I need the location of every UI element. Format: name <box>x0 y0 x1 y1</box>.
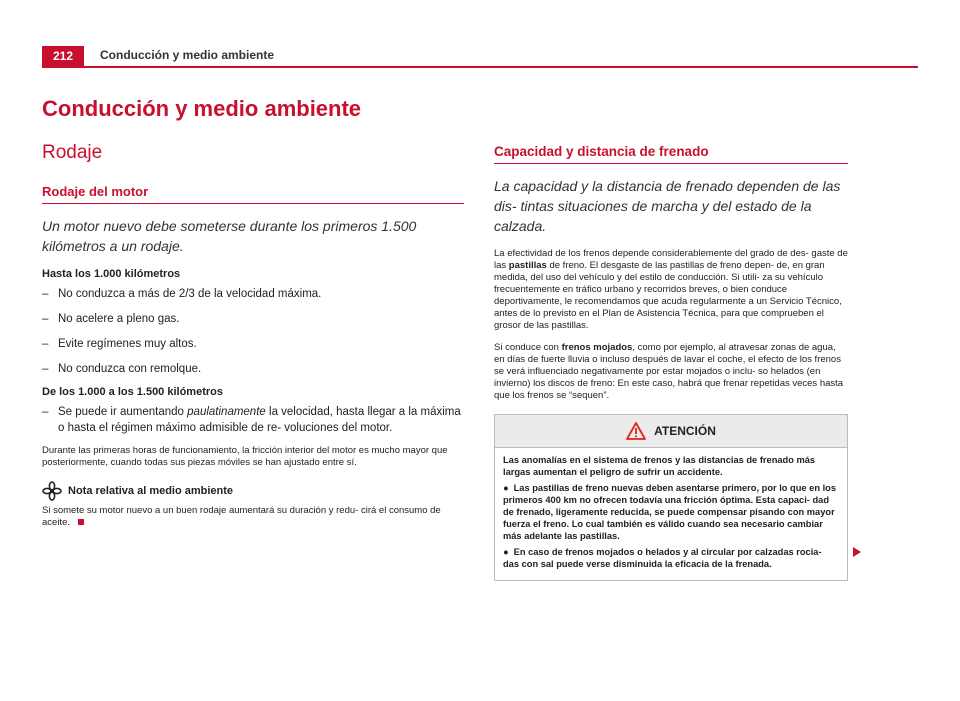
list-item: ● Las pastillas de freno nuevas deben asentarse primero, por lo que en los primeros 400 km no ofrecen todavía una fricción óptima. Esta capaci- dad de frenado, ligeramente reducida, se puede compensar pisando con mayor fuerza el freno. Lo cual también es válido cuando sea necesario cambiar más adelante las pastillas. <box>503 483 837 541</box>
subsection-title-engine-breakin: Rodaje del motor <box>42 184 464 204</box>
list-item: – Evite regímenes muy altos. <box>42 338 197 350</box>
page-header <box>42 46 918 68</box>
warning-intro: Las anomalías en el sistema de frenos y las distancias de frenado más largas aumentan el peligro de sufrir un accidente. <box>503 455 816 477</box>
end-of-section-marker <box>78 519 84 525</box>
environment-note-title: Nota relativa al medio ambiente <box>68 485 234 497</box>
list-item: – No conduzca con remolque. <box>42 363 202 375</box>
list-item: – No conduzca a más de 2/3 de la velocidad máxima. <box>42 288 322 300</box>
right-column <box>494 138 848 581</box>
environment-note-text: Si somete su motor nuevo a un buen rodaje aumentará su duración y redu- cirá el consumo de aceite. <box>42 505 441 528</box>
warning-list <box>503 482 839 570</box>
warning-title: ATENCIÓN <box>654 424 716 438</box>
warning-triangle-icon <box>626 422 646 440</box>
list-item: ● En caso de frenos mojados o helados y al circular por calzadas rocia- das con sal puede verse disminuida la eficacia de la frenada. <box>503 547 822 569</box>
left-column <box>42 138 464 539</box>
section-title: Rodaje <box>42 142 103 163</box>
list-1000km <box>42 286 464 377</box>
subsection-title-braking: Capacidad y distancia de frenado <box>494 144 848 164</box>
page-number: 212 <box>42 46 84 66</box>
paragraph-wet-brakes: Si conduce con frenos mojados, como por ejemplo, al atravesar zonas de agua, en días de fuerte lluvia o incluso después de lavar el coche, el efecto de los frenos se verá influenciado negativamente por estar mojados o inclu- so helados (en invierno) los discos de freno: En este caso, habrá que frenar repetidas veces hasta que los frenos se “sequen”. <box>494 342 844 401</box>
continue-arrow-icon <box>852 546 862 558</box>
list-item: – Se puede ir aumentando paulatinamente la velocidad, hasta llegar a la máxima o hasta el régimen máximo admisible de re- voluciones del motor. <box>42 406 461 434</box>
group-title-1000km: Hasta los 1.000 kilómetros <box>42 268 181 280</box>
running-title: Conducción y medio ambiente <box>100 48 275 62</box>
list-1500km <box>42 404 464 436</box>
warning-box <box>494 414 848 581</box>
flower-icon <box>42 481 62 501</box>
lead-text-engine: Un motor nuevo debe someterse durante los primeros 1.500 kilómetros a un rodaje. <box>42 218 417 254</box>
paragraph-brake-pads: La efectividad de los frenos depende considerablemente del grado de des- gaste de las pastillas de freno. El desgaste de las pastillas de freno depen- de, en gran medida, del uso del vehículo y del estilo de conducción. Si utili- za su vehículo frecuentemente en tráfico urbano y recorridos breves, o bien conduce deportivamente, le recomendamos que acuda regularmente a un Servicio Técnico, antes de lo previsto en el Plan de Asistencia Técnica, para que comprueben el grosor de las pastillas. <box>494 248 848 331</box>
paragraph-friction: Durante las primeras horas de funcionamiento, la fricción interior del motor es mucho mayor que posteriormente, cuando todas sus piezas móviles se han ajustado entre sí. <box>42 445 448 468</box>
page-title: Conducción y medio ambiente <box>42 96 362 121</box>
lead-text-braking: La capacidad y la distancia de frenado dependen de las dis- tintas situaciones de marcha y del estado de la calzada. <box>494 178 841 234</box>
group-title-1500km: De los 1.000 a los 1.500 kilómetros <box>42 386 223 398</box>
environment-note <box>42 481 464 529</box>
list-item: – No acelere a pleno gas. <box>42 313 180 325</box>
